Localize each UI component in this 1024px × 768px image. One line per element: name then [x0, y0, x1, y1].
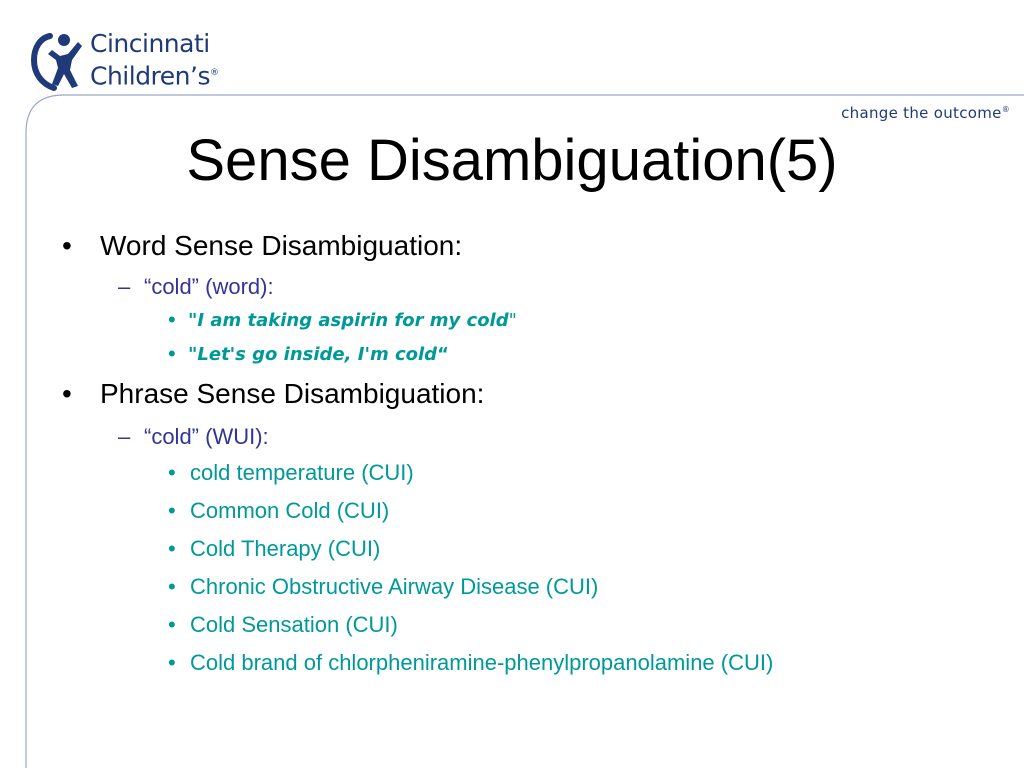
tagline [841, 104, 1010, 122]
dash-glyph: – [118, 424, 131, 449]
child-figure-logo-icon [30, 30, 86, 92]
bullet-glyph: • [168, 612, 176, 637]
registered-mark: ® [210, 68, 219, 78]
bullet-glyph: • [168, 650, 176, 675]
bullet-glyph: • [168, 498, 176, 523]
cui-item-text: Cold Sensation (CUI) [190, 612, 398, 637]
bullet-glyph: • [168, 341, 176, 366]
logo-line-1: Cincinnati [90, 29, 210, 58]
example-text [188, 310, 517, 331]
slide-title: Sense Disambiguation(5) [186, 128, 838, 193]
bullet-glyph: • [168, 307, 176, 332]
sub-bullet-text: “cold” (WUI): [144, 424, 269, 449]
bullet-text: Word Sense Disambiguation: [100, 230, 463, 261]
sub-bullet-text: “cold” (word): [144, 274, 274, 299]
example-italic: Let's go inside, I'm cold [197, 344, 438, 365]
dash-glyph: – [118, 274, 131, 299]
logo-line-2-text: Children’s [90, 61, 210, 91]
close-quote: “ [437, 344, 449, 365]
tagline-registered-mark: ® [1001, 105, 1010, 114]
bullet-glyph: • [168, 574, 176, 599]
tagline-text: change the outcome [841, 104, 1002, 122]
cui-item-text: Common Cold (CUI) [190, 498, 390, 523]
logo-wordmark [90, 30, 219, 91]
cui-item-text: cold temperature (CUI) [190, 460, 414, 485]
open-quote: " [188, 310, 198, 331]
close-quote: " [508, 310, 517, 331]
bullet-glyph: • [62, 378, 72, 409]
cui-item-text: Cold Therapy (CUI) [190, 536, 381, 561]
example-italic: I am taking aspirin for my cold [197, 310, 509, 331]
cincinnati-childrens-logo [30, 30, 240, 92]
cui-item-text: Cold brand of chlorpheniramine-phenylpropanolamine (CUI) [190, 650, 774, 675]
cui-item-text: Chronic Obstructive Airway Disease (CUI) [190, 574, 599, 599]
bullet-glyph: • [62, 230, 72, 261]
bullet-glyph: • [168, 536, 176, 561]
bullet-text: Phrase Sense Disambiguation: [100, 378, 485, 409]
bullet-glyph: • [168, 460, 176, 485]
logo-line-2 [90, 58, 219, 91]
open-quote: " [188, 344, 198, 365]
example-text [188, 344, 449, 365]
